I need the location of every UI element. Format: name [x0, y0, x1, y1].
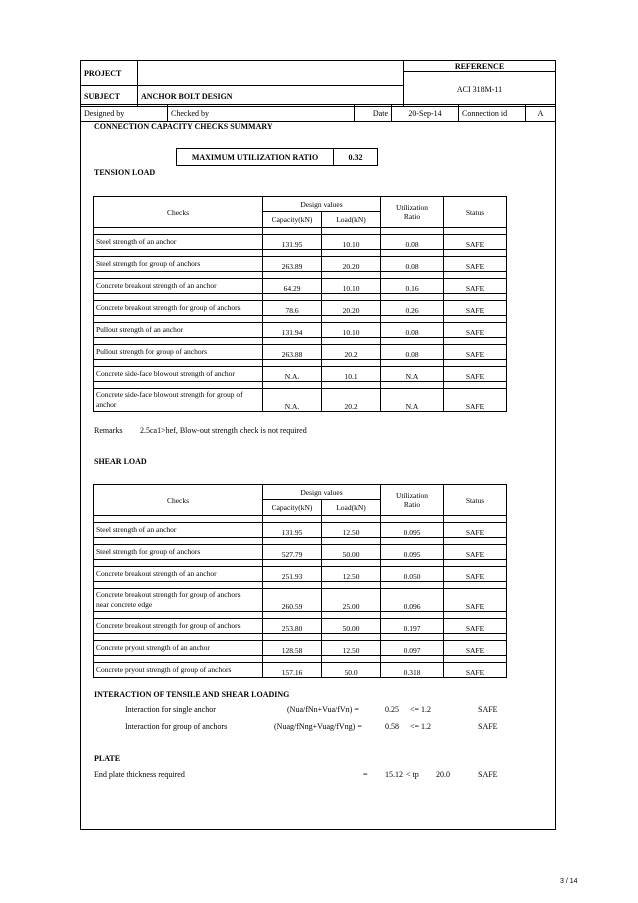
tension-spacer-cell	[322, 272, 381, 279]
tension-col-capacity: Capacity(kN)	[263, 212, 322, 228]
tension-col-util: Utilization Ratio	[381, 197, 444, 228]
tension-spacer-cell	[444, 228, 507, 235]
tension-spacer-cell	[322, 250, 381, 257]
tension-spacer-cell	[263, 228, 322, 235]
shear-spacer-cell	[263, 516, 322, 523]
shear-spacer-cell	[444, 560, 507, 567]
tension-spacer-cell	[94, 316, 263, 323]
tension-capacity-cell: 131.94	[263, 323, 322, 338]
shear-status-cell: SAFE	[444, 523, 507, 538]
shear-status-cell: SAFE	[444, 545, 507, 560]
interaction-single-limit: <= 1.2	[410, 705, 432, 714]
tension-spacer-cell	[381, 294, 444, 301]
shear-spacer-cell	[444, 634, 507, 641]
shear-load-cell: 50.00	[322, 619, 381, 634]
shear-spacer-cell	[444, 582, 507, 589]
shear-ratio-cell: 0.095	[381, 523, 444, 538]
shear-spacer-cell	[381, 582, 444, 589]
tension-ratio-cell: 0.26	[381, 301, 444, 316]
project-value	[138, 61, 404, 86]
shear-status-cell: SAFE	[444, 641, 507, 656]
date-label: Date	[355, 105, 392, 122]
shear-spacer-cell	[322, 656, 381, 663]
tension-spacer-cell	[94, 250, 263, 257]
shear-capacity-cell: 527.79	[263, 545, 322, 560]
shear-table-row	[94, 589, 507, 612]
tension-status-cell: SAFE	[444, 345, 507, 360]
shear-check-name: Concrete pryout strength of group of anchors	[94, 663, 263, 678]
tension-capacity-cell: 263.89	[263, 257, 322, 272]
shear-spacer-cell	[94, 656, 263, 663]
tension-table-row	[94, 257, 507, 272]
shear-capacity-cell: 131.95	[263, 523, 322, 538]
interaction-single-label: Interaction for single anchor	[125, 705, 216, 714]
tension-spacer-cell	[94, 272, 263, 279]
shear-spacer-cell	[322, 582, 381, 589]
connection-id-value: A	[526, 105, 556, 122]
tension-spacer-cell	[444, 250, 507, 257]
tension-title: TENSION LOAD	[94, 168, 156, 177]
tension-spacer-cell	[444, 360, 507, 367]
plate-eq: =	[363, 770, 368, 779]
interaction-title: INTERACTION OF TENSILE AND SHEAR LOADING	[94, 690, 290, 699]
shear-title: SHEAR LOAD	[94, 457, 147, 466]
shear-load-cell: 12.50	[322, 567, 381, 582]
shear-ratio-cell: 0.095	[381, 545, 444, 560]
tension-capacity-cell: 263.88	[263, 345, 322, 360]
shear-load-cell: 50.0	[322, 663, 381, 678]
tension-spacer-cell	[94, 382, 263, 389]
shear-status-cell: SAFE	[444, 663, 507, 678]
shear-col-design: Design values	[263, 485, 381, 500]
tension-table-row	[94, 367, 507, 382]
interaction-group-value: 0.58	[385, 722, 399, 731]
shear-check-name: Steel strength of an anchor	[94, 523, 263, 538]
tension-spacer-cell	[263, 294, 322, 301]
tension-spacer-cell	[263, 338, 322, 345]
shear-table-row	[94, 545, 507, 560]
checked-by-label: Checked by	[168, 105, 355, 122]
shear-status-cell: SAFE	[444, 567, 507, 582]
tension-table-row	[94, 235, 507, 250]
shear-spacer-cell	[381, 612, 444, 619]
shear-rows	[94, 516, 507, 678]
remarks-label: Remarks	[94, 426, 123, 435]
tension-capacity-cell: N.A.	[263, 367, 322, 382]
shear-capacity-cell: 128.58	[263, 641, 322, 656]
designed-by-label: Designed by	[81, 105, 168, 122]
shear-status-cell: SAFE	[444, 619, 507, 634]
shear-spacer-cell	[444, 656, 507, 663]
tension-spacer-cell	[444, 338, 507, 345]
plate-label: End plate thickness required	[94, 770, 185, 779]
tension-spacer-cell	[263, 250, 322, 257]
tension-status-cell: SAFE	[444, 323, 507, 338]
shear-check-name: Concrete breakout strength for group of anchors near concrete edge	[94, 589, 263, 612]
tension-capacity-cell: 64.29	[263, 279, 322, 294]
shear-spacer-cell	[322, 516, 381, 523]
shear-spacer-cell	[263, 582, 322, 589]
shear-spacer-cell	[263, 634, 322, 641]
plate-title: PLATE	[94, 754, 121, 763]
shear-ratio-cell: 0.318	[381, 663, 444, 678]
shear-col-checks: Checks	[94, 485, 263, 516]
shear-spacer-cell	[381, 560, 444, 567]
shear-load-cell: 50.00	[322, 545, 381, 560]
tension-spacer-cell	[444, 294, 507, 301]
shear-spacer-cell	[444, 538, 507, 545]
tension-capacity-cell: 131.95	[263, 235, 322, 250]
tension-ratio-cell: N.A	[381, 367, 444, 382]
plate-status: SAFE	[478, 770, 498, 779]
summary-title: CONNECTION CAPACITY CHECKS SUMMARY	[94, 122, 273, 131]
shear-capacity-cell: 157.16	[263, 663, 322, 678]
shear-col-load: Load(kN)	[322, 500, 381, 516]
tension-status-cell: SAFE	[444, 367, 507, 382]
tension-check-name: Concrete breakout strength of an anchor	[94, 279, 263, 294]
max-util-box	[176, 148, 378, 166]
shear-col-capacity: Capacity(kN)	[263, 500, 322, 516]
tension-spacer-cell	[94, 294, 263, 301]
tension-table	[93, 196, 507, 412]
tension-spacer-cell	[381, 338, 444, 345]
tension-spacer-cell	[263, 272, 322, 279]
tension-load-cell: 10.10	[322, 323, 381, 338]
shear-spacer-cell	[322, 612, 381, 619]
page-number: 3 / 14	[560, 878, 578, 885]
shear-table-row	[94, 523, 507, 538]
interaction-group-label: Interaction for group of anchors	[125, 722, 228, 731]
shear-spacer-cell	[263, 656, 322, 663]
tension-row-spacer	[94, 382, 507, 389]
plate-provided: 20.0	[436, 770, 450, 779]
shear-load-cell: 12.50	[322, 641, 381, 656]
shear-ratio-cell: 0.097	[381, 641, 444, 656]
tension-spacer-cell	[444, 272, 507, 279]
shear-capacity-cell: 260.59	[263, 589, 322, 612]
reference-label: REFERENCE	[403, 61, 555, 72]
tension-capacity-cell: 78.6	[263, 301, 322, 316]
interaction-group-limit: <= 1.2	[410, 722, 432, 731]
shear-load-cell: 25.00	[322, 589, 381, 612]
shear-row-spacer	[94, 516, 507, 523]
connection-id-label: Connection id	[459, 105, 526, 122]
tension-check-name: Concrete breakout strength for group of anchors	[94, 301, 263, 316]
tension-spacer-cell	[444, 316, 507, 323]
shear-col-status: Status	[444, 485, 507, 516]
tension-status-cell: SAFE	[444, 257, 507, 272]
tension-col-checks: Checks	[94, 197, 263, 228]
shear-spacer-cell	[322, 634, 381, 641]
shear-row-spacer	[94, 560, 507, 567]
max-util-label: MAXIMUM UTILIZATION RATIO	[177, 149, 334, 166]
tension-spacer-cell	[322, 382, 381, 389]
tension-load-cell: 20.20	[322, 257, 381, 272]
tension-spacer-cell	[381, 228, 444, 235]
tension-load-cell: 10.10	[322, 279, 381, 294]
shear-check-name: Concrete breakout strength of an anchor	[94, 567, 263, 582]
tension-table-row	[94, 389, 507, 412]
tension-spacer-cell	[381, 272, 444, 279]
tension-spacer-cell	[322, 360, 381, 367]
shear-row-spacer	[94, 538, 507, 545]
tension-ratio-cell: N.A	[381, 389, 444, 412]
shear-spacer-cell	[94, 612, 263, 619]
subject-label: SUBJECT	[81, 86, 138, 107]
tension-ratio-cell: 0.08	[381, 345, 444, 360]
shear-spacer-cell	[381, 656, 444, 663]
shear-load-cell: 12.50	[322, 523, 381, 538]
shear-spacer-cell	[94, 634, 263, 641]
interaction-single-value: 0.25	[385, 705, 399, 714]
project-label: PROJECT	[81, 61, 138, 86]
subject-value: ANCHOR BOLT DESIGN	[138, 86, 404, 107]
shear-spacer-cell	[94, 582, 263, 589]
shear-spacer-cell	[322, 538, 381, 545]
tension-table-row	[94, 301, 507, 316]
shear-table-row	[94, 641, 507, 656]
shear-spacer-cell	[444, 516, 507, 523]
shear-col-util: Utilization Ratio	[381, 485, 444, 516]
interaction-group-formula: (Nuag/fNng+Vuag/fVng) =	[274, 722, 362, 731]
tension-row-spacer	[94, 294, 507, 301]
tension-table-row	[94, 279, 507, 294]
tension-rows	[94, 228, 507, 412]
shear-check-name: Concrete breakout strength for group of anchors	[94, 619, 263, 634]
shear-capacity-cell: 253.80	[263, 619, 322, 634]
shear-spacer-cell	[94, 516, 263, 523]
tension-load-cell: 10.1	[322, 367, 381, 382]
tension-status-cell: SAFE	[444, 389, 507, 412]
tension-spacer-cell	[263, 316, 322, 323]
shear-row-spacer	[94, 634, 507, 641]
tension-check-name: Steel strength of an anchor	[94, 235, 263, 250]
shear-ratio-cell: 0.096	[381, 589, 444, 612]
tension-row-spacer	[94, 360, 507, 367]
tension-col-design: Design values	[263, 197, 381, 212]
shear-spacer-cell	[444, 612, 507, 619]
tension-check-name: Pullout strength for group of anchors	[94, 345, 263, 360]
tension-table-row	[94, 323, 507, 338]
date-value: 20-Sep-14	[392, 105, 459, 122]
max-util-value: 0.32	[334, 149, 378, 166]
shear-spacer-cell	[322, 560, 381, 567]
interaction-group-status: SAFE	[478, 722, 498, 731]
tension-spacer-cell	[322, 316, 381, 323]
tension-check-name: Concrete side-face blowout strength for group of anchor	[94, 389, 263, 412]
tension-check-name: Pullout strength of an anchor	[94, 323, 263, 338]
tension-row-spacer	[94, 338, 507, 345]
plate-compare: < tp	[406, 770, 419, 779]
shear-spacer-cell	[263, 612, 322, 619]
tension-status-cell: SAFE	[444, 301, 507, 316]
shear-spacer-cell	[94, 560, 263, 567]
shear-spacer-cell	[381, 516, 444, 523]
remarks-value: 2.5ca1>hef, Blow-out strength check is not required	[140, 426, 307, 435]
interaction-single-formula: (Nua/fNn+Vua/fVn) =	[287, 705, 359, 714]
tension-row-spacer	[94, 316, 507, 323]
tension-spacer-cell	[263, 360, 322, 367]
tension-spacer-cell	[94, 228, 263, 235]
shear-table-row	[94, 567, 507, 582]
tension-check-name: Steel strength for group of anchors	[94, 257, 263, 272]
shear-check-name: Concrete pryout strength of an anchor	[94, 641, 263, 656]
tension-spacer-cell	[381, 250, 444, 257]
shear-spacer-cell	[94, 538, 263, 545]
tension-spacer-cell	[381, 316, 444, 323]
shear-table-row	[94, 663, 507, 678]
tension-ratio-cell: 0.08	[381, 257, 444, 272]
tension-row-spacer	[94, 250, 507, 257]
shear-spacer-cell	[381, 634, 444, 641]
tension-spacer-cell	[94, 338, 263, 345]
tension-load-cell: 20.2	[322, 345, 381, 360]
reference-value: ACI 318M-11	[403, 72, 555, 107]
tension-spacer-cell	[381, 360, 444, 367]
tension-ratio-cell: 0.16	[381, 279, 444, 294]
tension-spacer-cell	[381, 382, 444, 389]
tension-load-cell: 20.20	[322, 301, 381, 316]
shear-spacer-cell	[263, 560, 322, 567]
shear-row-spacer	[94, 656, 507, 663]
tension-spacer-cell	[444, 382, 507, 389]
shear-capacity-cell: 251.93	[263, 567, 322, 582]
tension-spacer-cell	[263, 382, 322, 389]
tension-status-cell: SAFE	[444, 279, 507, 294]
interaction-single-status: SAFE	[478, 705, 498, 714]
shear-ratio-cell: 0.197	[381, 619, 444, 634]
shear-table-row	[94, 619, 507, 634]
tension-col-status: Status	[444, 197, 507, 228]
shear-row-spacer	[94, 582, 507, 589]
tension-ratio-cell: 0.08	[381, 235, 444, 250]
tension-spacer-cell	[94, 360, 263, 367]
tension-check-name: Concrete side-face blowout strength of anchor	[94, 367, 263, 382]
tension-load-cell: 10.10	[322, 235, 381, 250]
tension-spacer-cell	[322, 338, 381, 345]
tension-row-spacer	[94, 228, 507, 235]
shear-spacer-cell	[263, 538, 322, 545]
tension-status-cell: SAFE	[444, 235, 507, 250]
shear-ratio-cell: 0.050	[381, 567, 444, 582]
tension-capacity-cell: N.A.	[263, 389, 322, 412]
shear-spacer-cell	[381, 538, 444, 545]
plate-value: 15.12	[385, 770, 403, 779]
tension-table-row	[94, 345, 507, 360]
tension-spacer-cell	[322, 228, 381, 235]
shear-status-cell: SAFE	[444, 589, 507, 612]
shear-row-spacer	[94, 612, 507, 619]
tension-ratio-cell: 0.08	[381, 323, 444, 338]
tension-load-cell: 20.2	[322, 389, 381, 412]
tension-col-load: Load(kN)	[322, 212, 381, 228]
shear-table	[93, 484, 507, 678]
tension-row-spacer	[94, 272, 507, 279]
header-table	[80, 60, 556, 107]
signoff-table	[80, 104, 556, 122]
shear-check-name: Steel strength for group of anchors	[94, 545, 263, 560]
tension-spacer-cell	[322, 294, 381, 301]
